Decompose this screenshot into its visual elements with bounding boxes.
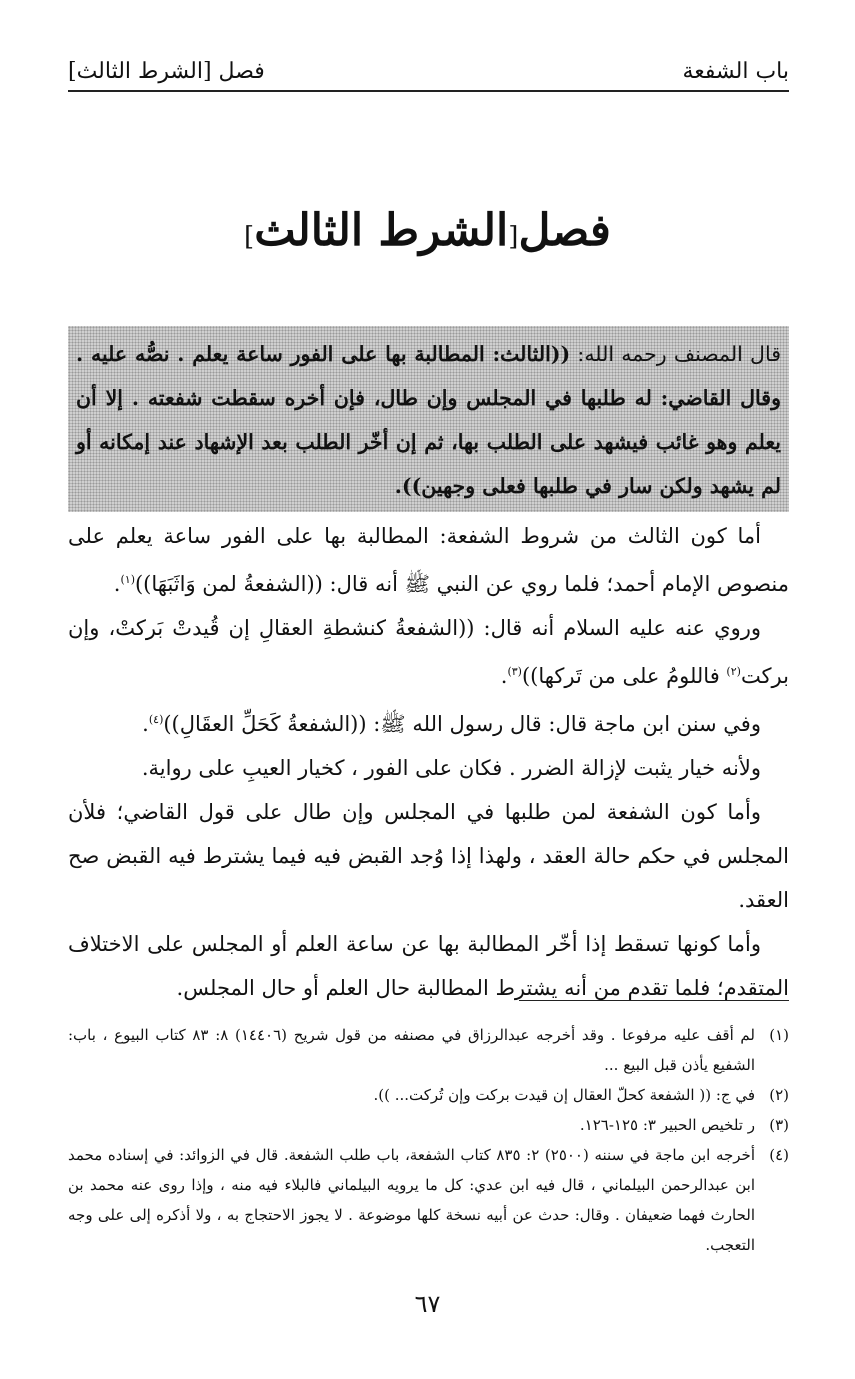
title-open-bracket: [ (508, 222, 519, 252)
header-chapter: باب الشفعة (682, 59, 789, 84)
footnote-ref-2: (٢) (726, 665, 741, 678)
paragraph-1-end: . (113, 572, 121, 596)
paragraph-3-end: . (142, 712, 149, 736)
paragraph-2-end: . (500, 664, 508, 688)
header-section: فصل [الشرط الثالث] (68, 59, 265, 84)
page-number: ٦٧ (414, 1290, 441, 1318)
matn-quote-box (68, 326, 789, 512)
footnote (68, 1110, 789, 1140)
footnote-separator (519, 1000, 789, 1001)
footnote-ref-3: (٣) (507, 665, 522, 678)
chapter-title-sub: الشرط الثالث (254, 205, 509, 256)
paragraph-6: وأما كونها تسقط إذا أخّر المطالبة بها عن ساعة العلم أو المجلس على الاختلاف المتقدم؛ فلما تقدم من أنه يشترط المطالبة حال العلم أو حال المجلس. (68, 932, 789, 1000)
footnote-text: ر تلخيص الحبير ٣: ١٢٥-١٢٦. (579, 1116, 755, 1134)
paragraph-5: وأما كون الشفعة لمن طلبها في المجلس وإن طال على قول القاضي؛ فلأن المجلس في حكم حالة العقد ، ولهذا إذا وُجد القبض فيه فيما يشترط فيه القبض صح العقد. (68, 800, 790, 912)
paragraph-2 (68, 606, 789, 698)
matn-intro: قال المصنف رحمه الله: (570, 342, 781, 366)
footnote-text: في ج: (( الشفعة كحلّ العقال إن قيدت بركت وإن تُركت... )). (373, 1086, 755, 1104)
footnote-number: (٢) (769, 1086, 789, 1104)
footnote-text: لم أقف عليه مرفوعا . وقد أخرجه عبدالرزاق في مصنفه من قول شريح (١٤٤٠٦) ٨: ٨٣ كتاب البيوع ، باب: الشفيع يأذن قبل البيع ... (68, 1026, 755, 1074)
footnote (68, 1140, 789, 1260)
paragraph-3 (68, 698, 789, 746)
footnote-number: (٣) (769, 1116, 789, 1134)
footnotes (68, 1020, 789, 1260)
title-close-bracket: ] (244, 222, 255, 252)
paragraph-2-text-b: فاللومُ على من تَركها)) (521, 664, 727, 688)
paragraph-2-text-a: وروي عنه عليه السلام أنه قال: ((الشفعةُ كنشطةِ العقالِ إن قُيدتْ بَركتْ، وإن بركت (68, 616, 789, 688)
footnote-text: أخرجه ابن ماجة في سننه (٢٥٠٠) ٢: ٨٣٥ كتاب الشفعة، باب طلب الشفعة. قال في الزوائد: في إسناده محمد ابن عبدالرحمن البيلماني ، قال فيه ابن عدي: كل ما يرويه البيلماني فالبلاء فيه منه ، وإذا روى عنه محمد بن الحارث فهما ضعيفان . وقال: حدث عن أبيه نسخة كلها موضوعة . لا يجوز الاحتجاج به ، ولا أذكره إلى على وجه التعجب. (68, 1146, 755, 1254)
footnote-ref-4: (٤) (148, 713, 164, 726)
paragraph-1-text: أما كون الثالث من شروط الشفعة: المطالبة بها على الفور ساعة يعلم على منصوص الإمام أحمد؛ فلما روي عن النبي ﷺ أنه قال: ((الشفعةُ لمن وَاثَبَهَا)) (68, 524, 789, 596)
matn-text: ((الثالث: المطالبة بها على الفور ساعة يعلم . نصُّه عليه . وقال القاضي: له طلبها في المجلس وإن طال، فإن أخره سقطت شفعته . إلا أن يعلم وهو غائب فيشهد على الطلب بها، ثم إن أخّر الطلب بعد الإشهاد عند إمكانه أو لم يشهد ولكن سار في طلبها فعلى وجهين)). (76, 342, 781, 498)
chapter-title (0, 205, 855, 256)
footnote (68, 1080, 789, 1110)
running-header (68, 50, 789, 92)
paragraph-4: ولأنه خيار يثبت لإزالة الضرر . فكان على الفور ، كخيار العيبِ على رواية. (141, 756, 761, 780)
chapter-title-main: فصل (518, 205, 611, 256)
footnote-ref-1: (١) (120, 573, 135, 586)
footnote-number: (١) (769, 1026, 789, 1044)
footnote-number: (٤) (769, 1146, 789, 1164)
commentary (68, 514, 789, 1010)
paragraph-3-text: وفي سنن ابن ماجة قال: قال رسول الله ﷺ: ((الشفعةُ كَحَلِّ العقَالِ)) (163, 712, 761, 736)
paragraph-1 (68, 514, 789, 606)
footnote (68, 1020, 789, 1080)
